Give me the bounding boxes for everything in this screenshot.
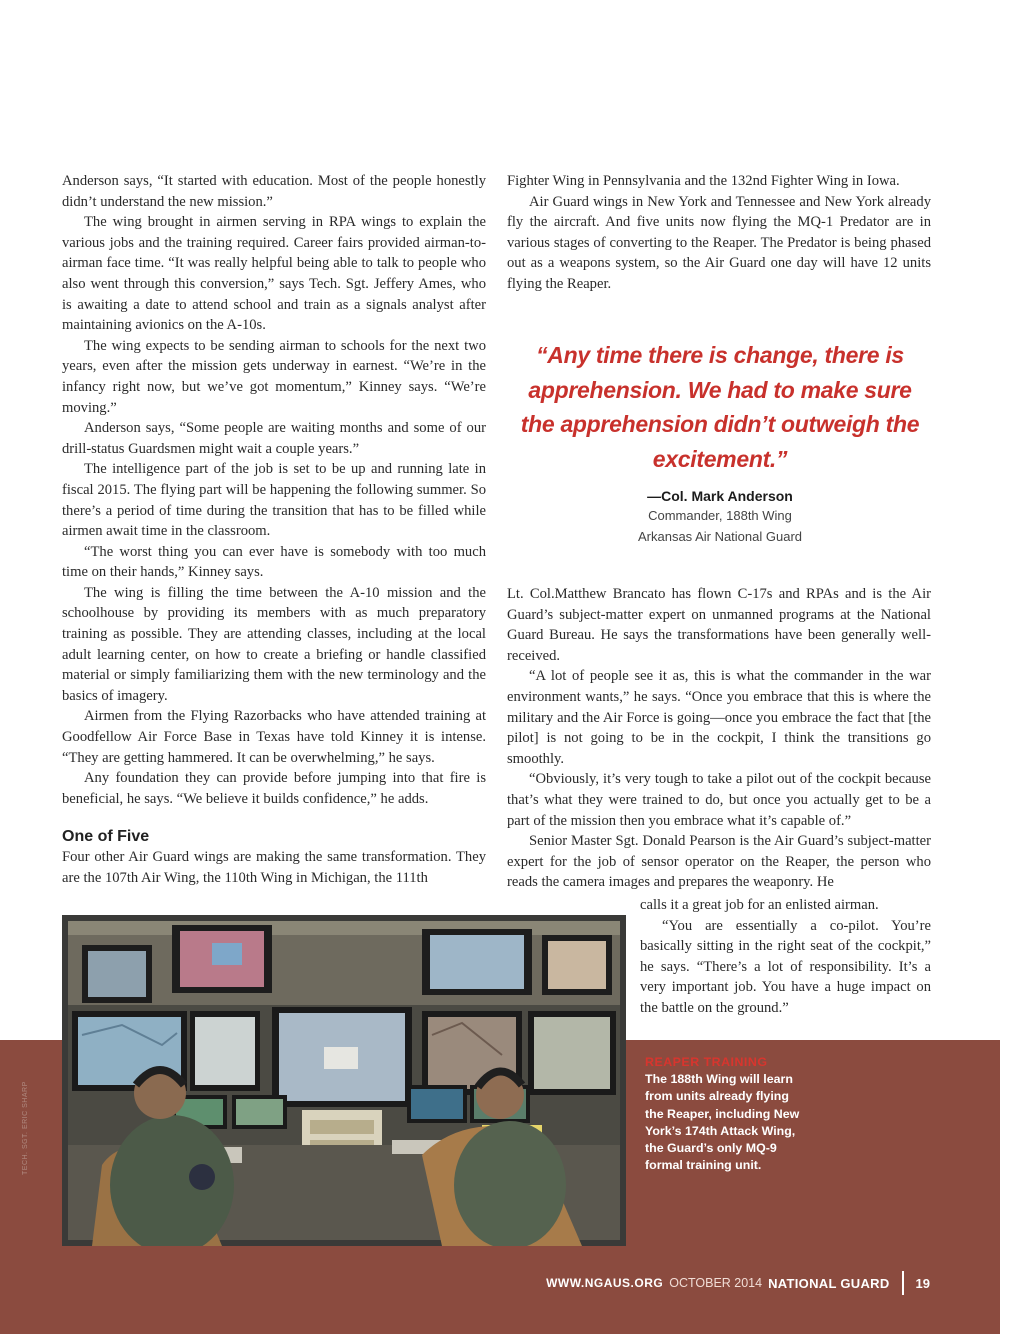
caption-head: REAPER TRAINING bbox=[645, 1055, 768, 1069]
photo-illustration bbox=[62, 915, 626, 1246]
paragraph: Fighter Wing in Pennsylvania and the 132nd Fighter Wing in Iowa. bbox=[507, 173, 900, 189]
paragraph: “You are essentially a co-pilot. You’re basically sitting in the right seat of the cockpit,” he says. “There’s a lot of responsibility. It’s a very important job. You have a huge impact on the battle on the ground.” bbox=[640, 917, 931, 1016]
caption-body: The 188th Wing will learn from units already flying the Reaper, including New York’s 174th Attack Wing, the Guard’s only MQ-9 formal training unit. bbox=[645, 1072, 800, 1173]
paragraph: Senior Master Sgt. Donald Pearson is the Air Guard’s subject-matter expert for the job of sensor operator on the Reaper, the person who reads the camera images and prepares the weaponry. He bbox=[507, 833, 931, 891]
paragraph: The wing brought in airmen serving in RPA wings to explain the various jobs and the training required. Career fairs provided airman-to-airman face time. “It was really helpful being able to talk to people who also went through this conversion,” says Tech. Sgt. Jeffery Ames, who is awaiting a date to attend school and train as a signals analyst after maintaining avionics on the A-10s. bbox=[62, 214, 486, 334]
paragraph: The wing expects to be sending airman to schools for the next two years, even after the mission gets underway in earnest. “We’re in the infancy right now, but we’ve got momentum,” Kinney says. “We’re moving.” bbox=[62, 337, 486, 416]
pull-quote-attribution: —Col. Mark Anderson bbox=[647, 488, 793, 504]
footer-divider bbox=[902, 1271, 904, 1295]
paragraph: Airmen from the Flying Razorbacks who have attended training at Goodfellow Air Force Base in Texas have told Kinney it is intense. “They are getting hammered. It can be overwhelming,” he says. bbox=[62, 708, 486, 766]
pull-quote-text: “Any time there is change, there is apprehension. We had to make sure the apprehension didn’t outweigh the excitement.” bbox=[520, 342, 920, 472]
paragraph: The intelligence part of the job is set to be up and running late in fiscal 2015. The flying part will be happening the following summer. So there’s a period of time during the transition that has to be filled while airmen await time in the classroom. bbox=[62, 461, 486, 540]
pull-quote-title-2: Arkansas Air National Guard bbox=[637, 528, 803, 544]
footer-magazine: NATIONAL GUARD bbox=[768, 1275, 890, 1291]
section-subhead: One of Five bbox=[62, 828, 150, 846]
page-footer bbox=[546, 1270, 930, 1296]
right-column-bottom bbox=[507, 584, 931, 893]
paragraph: “A lot of people see it as, this is what the commander in the war environment wants,” he says. “Once you embrace that this is where the military and the Air Force is going—once you embrace the fact that [the pilot] is not going to be in the cockpit, I think the transitions go smoothly. bbox=[507, 668, 931, 767]
photo-credit: TECH. SGT. ERIC SHARP bbox=[22, 1081, 29, 1175]
paragraph: Air Guard wings in New York and Tennessee and New York already fly the aircraft. And five units now flying the MQ-1 Predator are in various stages of converting to the Reaper. The Predator is being phased out as a weapons system, so the Air Guard one day will have 12 units flying the Reaper. bbox=[507, 193, 931, 292]
paragraph: “Obviously, it’s very tough to take a pilot out of the cockpit because that’s what they were trained to do, but once you actually get to be a part of the mission then you embrace what it’s capable of.” bbox=[507, 771, 931, 829]
paragraph: Any foundation they can provide before jumping into that fire is beneficial, he says. “We believe it builds confidence,” he adds. bbox=[62, 770, 486, 807]
pull-quote-title-1: Commander, 188th Wing bbox=[648, 508, 792, 523]
paragraph: “The worst thing you can ever have is somebody with too much time on their hands,” Kinney says. bbox=[62, 543, 486, 581]
paragraph: Four other Air Guard wings are making the same transformation. They are the 107th Air Wing, the 110th Wing in Michigan, the 111th bbox=[62, 849, 486, 886]
paragraph: Lt. Col.Matthew Brancato has flown C-17s and RPAs and is the Air Guard’s subject-matter expert on unmanned programs at the National Guard Bureau. He says the transformations have been generally well-received. bbox=[507, 586, 931, 664]
paragraph: The wing is filling the time between the A-10 mission and the schoolhouse by providing its members with as much preparatory training as possible. They are attending classes, including at the local adult learning center, on how to create a briefing or handle classified material or simply familiarizing them with the new terminology and the basics of imagery. bbox=[62, 584, 486, 704]
footer-date: OCTOBER 2014 bbox=[669, 1276, 763, 1290]
paragraph: Anderson says, “It started with education. Most of the people honestly didn’t understand the new mission.” bbox=[62, 173, 486, 210]
paragraph: calls it a great job for an enlisted airman. bbox=[640, 897, 879, 913]
ground-control-station-photo bbox=[62, 915, 626, 1246]
pull-quote bbox=[510, 338, 930, 547]
photo-caption bbox=[645, 1054, 805, 1174]
right-column-narrow bbox=[640, 895, 931, 1019]
left-column bbox=[62, 171, 486, 889]
paragraph: Anderson says, “Some people are waiting months and some of our drill-status Guardsmen might wait a couple years.” bbox=[62, 420, 486, 457]
footer-site: WWW.NGAUS.ORG bbox=[546, 1276, 664, 1290]
right-column-top bbox=[507, 171, 931, 295]
page-number: 19 bbox=[915, 1275, 930, 1291]
